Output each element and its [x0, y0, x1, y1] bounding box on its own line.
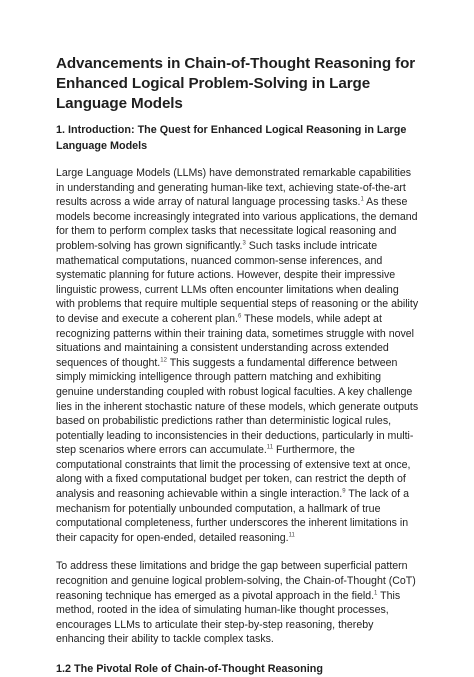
citation-marker: 3 [242, 240, 246, 247]
paragraph-text-run: To address these limitations and bridge the gap between superficial pattern recognition and genuine logical problem-solving, the Chain-of-Thought (CoT) reasoning technique has emerged as a pivotal approach in the field. [56, 560, 416, 602]
document-page [56, 54, 420, 677]
subsection-heading-cot-role: 1.2 The Pivotal Role of Chain-of-Thought Reasoning [56, 663, 323, 675]
citation-marker: 11 [288, 532, 295, 539]
paragraph-text-run: This method, rooted in the idea of simulating human-like thought processes, encourages LLMs to articulate their step-by-step reasoning, thereby enhancing their ability to tackle complex tasks. [56, 589, 401, 646]
paragraph-text-run: Large Language Models (LLMs) have demonstrated remarkable capabilities in understanding and generating human-like text, achieving state-of-the-art results across a wide array of natural language processing tasks. [56, 167, 412, 209]
paragraph-text-run: This suggests a fundamental difference between simply mimicking intelligence through pattern matching and exhibiting genuine understanding coupled with robust logical faculties. A key challenge lies in the inherent stochastic nature of these models, which generate outputs based on probabilistic predictions rather than deterministic logical rules, potentially leading to inconsistencies in their deductions, particularly in multi-step scenarios where errors can accumulate. [56, 356, 419, 457]
section-heading-introduction: 1. Introduction: The Quest for Enhanced Logical Reasoning in Large Language Models [56, 124, 407, 152]
paragraph-2 [56, 559, 420, 647]
paragraph-1 [56, 166, 420, 545]
citation-marker: 6 [238, 313, 242, 320]
citation-marker: 11 [266, 444, 274, 451]
citation-marker: 1 [360, 196, 364, 203]
paragraph-text-run: Furthermore, the computational constraints that limit the processing of extensive text at once, along with a fixed computational budget per token, can restrict the depth of analysis and reasoning achievable within a single interaction. [56, 444, 411, 501]
paragraph-text-run: Such tasks include intricate mathematical computations, nuanced common-sense inferences, and systematic planning for future actions. However, despite their impressive linguistic prowess, current LLMs often encounter limitations when dealing with problems that require multiple sequential steps of reasoning or the ability to devise and execute a coherent plan. [56, 239, 419, 325]
citation-marker: 9 [342, 488, 346, 495]
paragraph-text-run: These models, while adept at recognizing patterns within their training data, sometimes struggle with novel situations and maintaining a consistent understanding across extended sequences of thought. [56, 312, 415, 369]
paragraph-text-run: The lack of a mechanism for potentially unbounded computation, a hallmark of true computational completeness, further underscores the inherent limitations in their capacity for open-ended, detailed reasoning. [56, 488, 409, 544]
citation-marker: 1 [374, 590, 378, 597]
citation-marker: 12 [160, 357, 167, 364]
document-title: Advancements in Chain-of-Thought Reasoning for Enhanced Logical Problem-Solving in Large Language Models [56, 55, 416, 112]
paragraph-text-run: As these models become increasingly integrated into various applications, the demand for them to perform complex tasks that necessitate logical reasoning and problem-solving has grown significantly. [56, 196, 418, 252]
